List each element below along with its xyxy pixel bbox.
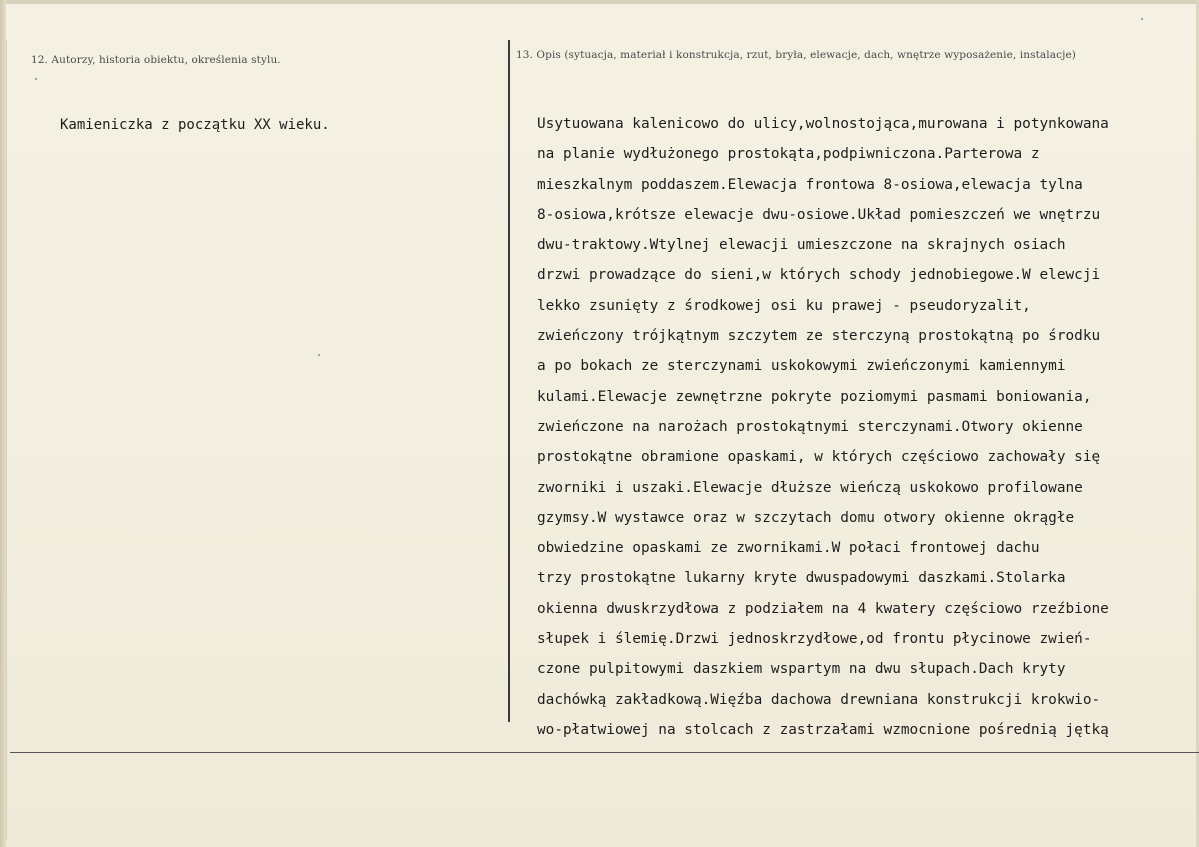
description-line: zwieńczony trójkątnym szczytem ze sterczyną prostokątną po środku <box>537 328 1101 345</box>
description-line: Usytuowana kalenicowo do ulicy,wolnostojąca,murowana i potynkowana <box>537 116 1109 132</box>
description-line: drzwi prowadzące do sieni,w których schody jednobiegowe.W elewcji <box>537 267 1101 284</box>
page-edge-top <box>0 0 1199 4</box>
description-line: czone pulpitowymi daszkiem wspartym na dwu słupach.Dach kryty <box>537 661 1066 678</box>
description-line: wo-płatwiowej na stolcach z zastrzałami wzmocnione pośrednią jętką <box>537 721 1109 738</box>
section-12-text: Kamieniczka z początku XX wieku. <box>60 117 330 133</box>
description-line: prostokątne obramione opaskami, w których częściowo zachowały się <box>537 449 1101 466</box>
description-line: dwu-traktowy.Wtylnej elewacji umieszczone na skrajnych osiach <box>537 237 1066 254</box>
bottom-rule <box>10 752 1199 753</box>
description-line: słupek i ślemię.Drzwi jednoskrzydłowe,od frontu płycinowe zwień- <box>537 631 1092 648</box>
description-line: zwieńczone na narożach prostokątnymi sterczynami.Otwory okienne <box>537 418 1083 435</box>
page-edge-left-line <box>6 40 7 840</box>
paper-speck <box>35 78 37 80</box>
description-line: 8-osiowa,krótsze elewacje dwu-osiowe.Układ pomieszczeń we wnętrzu <box>537 206 1101 223</box>
section-12-heading: 12. Autorzy, historia obiektu, określenia stylu. <box>31 54 281 66</box>
description-line: mieszkalnym poddaszem.Elewacja frontowa 8-osiowa,elewacja tylna <box>537 176 1083 193</box>
description-line: a po bokach ze sterczynami uskokowymi zwieńczonymi kamiennymi <box>537 358 1066 375</box>
section-13-heading: 13. Opis (sytuacja, materiał i konstrukcja, rzut, bryła, elewacje, dach, wnętrze wyposażenie, instalacje) <box>516 49 1076 61</box>
description-line: kulami.Elewacje zewnętrzne pokryte poziomymi pasmami boniowania, <box>537 388 1092 405</box>
description-line: obwiedzine opaskami ze zwornikami.W połaci frontowej dachu <box>537 540 1040 557</box>
description-line: zworniki i uszaki.Elewacje dłuższe wieńczą uskokowo profilowane <box>537 479 1083 496</box>
paper-speck <box>318 354 320 356</box>
section-13-description <box>537 109 1199 745</box>
description-line: okienna dwuskrzydłowa z podziałem na 4 kwatery częściowo rzeźbione <box>537 600 1109 617</box>
description-line: dachówką zakładkową.Więźba dachowa drewniana konstrukcji krokwio- <box>537 691 1101 708</box>
paper-speck <box>1141 18 1143 20</box>
description-line: gzymsy.W wystawce oraz w szczytach domu otwory okienne okrągłe <box>537 509 1075 526</box>
column-divider <box>508 40 510 722</box>
description-line: lekko zsunięty z środkowej osi ku prawej - pseudoryzalit, <box>537 297 1031 314</box>
description-line: na planie wydłużonego prostokąta,podpiwniczona.Parterowa z <box>537 146 1040 163</box>
description-line: trzy prostokątne lukarny kryte dwuspadowymi daszkami.Stolarka <box>537 570 1066 587</box>
